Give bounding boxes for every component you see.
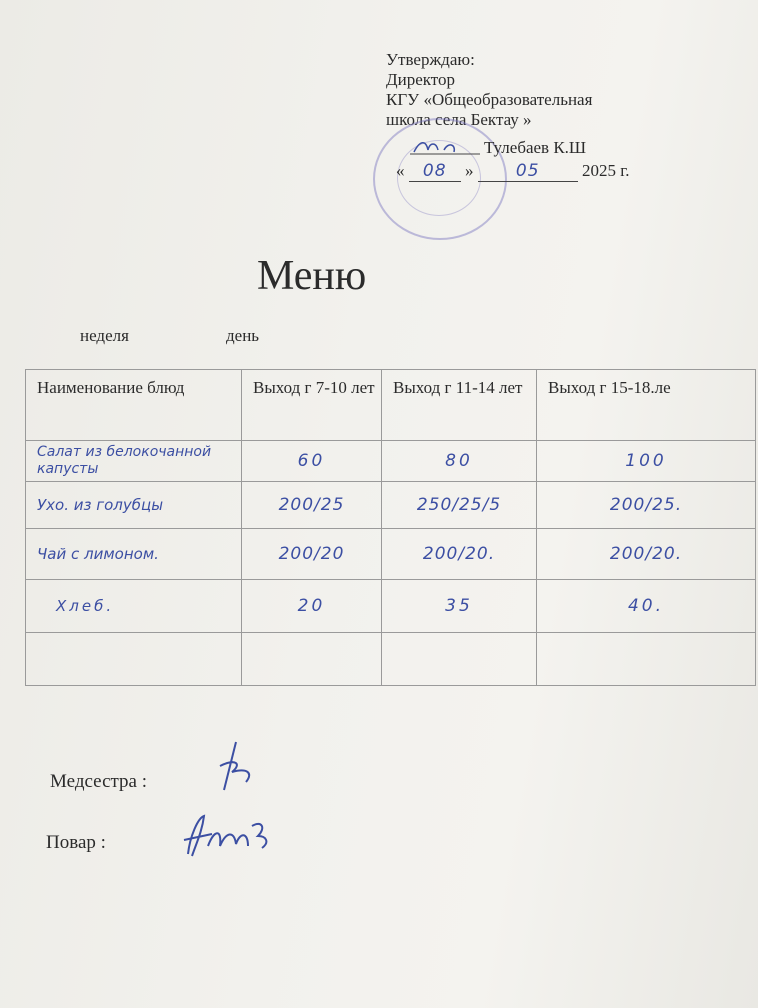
- dish-name-cell: [26, 633, 242, 686]
- yield-cell: 200/20.: [537, 529, 756, 580]
- yield-cell: 40.: [537, 580, 756, 633]
- nurse-label: Медсестра :: [50, 771, 147, 792]
- yield-cell: 200/20: [242, 529, 382, 580]
- header-yield-7-10: Выход г 7-10 лет: [242, 370, 382, 441]
- yield-cell: 200/20.: [382, 529, 537, 580]
- yield-cell: [382, 633, 537, 686]
- header-yield-15-18: Выход г 15-18.ле: [537, 370, 756, 441]
- approval-line-3: КГУ «Общеобразовательная: [386, 90, 593, 109]
- dish-name-cell: Ухо. из голубцы: [26, 482, 242, 529]
- table-row: [26, 633, 756, 686]
- approval-line-2: Директор: [386, 70, 455, 89]
- page-title: Меню: [257, 253, 367, 299]
- yield-cell: 200/25.: [537, 482, 756, 529]
- table-header-row: [26, 370, 756, 441]
- cook-label: Повар :: [46, 832, 106, 853]
- cook-signature: [178, 806, 278, 866]
- dish-name-cell: Салат из белокочанной капусты: [26, 441, 242, 482]
- table-row: [26, 529, 756, 580]
- yield-cell: 20: [242, 580, 382, 633]
- table-row: [26, 441, 756, 482]
- date-day: 08: [409, 161, 461, 182]
- day-label: день: [226, 326, 260, 345]
- date-year: 2025 г.: [582, 161, 630, 180]
- date-month: 05: [478, 161, 578, 182]
- yield-cell: 200/25: [242, 482, 382, 529]
- yield-cell: 60: [242, 441, 382, 482]
- date-open-quote: «: [396, 161, 405, 180]
- week-label: неделя: [80, 326, 129, 345]
- yield-cell: [242, 633, 382, 686]
- table-row: [26, 482, 756, 529]
- yield-cell: [537, 633, 756, 686]
- header-yield-11-14: Выход г 11-14 лет: [382, 370, 537, 441]
- director-name: Тулебаев К.Ш: [484, 138, 587, 157]
- yield-cell: 80: [382, 441, 537, 482]
- approval-date: [396, 161, 630, 182]
- table-row: [26, 580, 756, 633]
- header-dish-name: Наименование блюд: [26, 370, 242, 441]
- dish-name-cell: Чай с лимоном.: [26, 529, 242, 580]
- menu-table: [25, 369, 756, 686]
- yield-cell: 250/25/5: [382, 482, 537, 529]
- director-signature: [410, 136, 480, 158]
- date-close-quote: »: [465, 161, 474, 180]
- approval-line-1: Утверждаю:: [386, 50, 475, 69]
- yield-cell: 35: [382, 580, 537, 633]
- nurse-signature: [206, 738, 266, 798]
- dish-name-cell: Хлеб.: [26, 580, 242, 633]
- approval-line-4: школа села Бектау »: [386, 110, 532, 129]
- yield-cell: 100: [537, 441, 756, 482]
